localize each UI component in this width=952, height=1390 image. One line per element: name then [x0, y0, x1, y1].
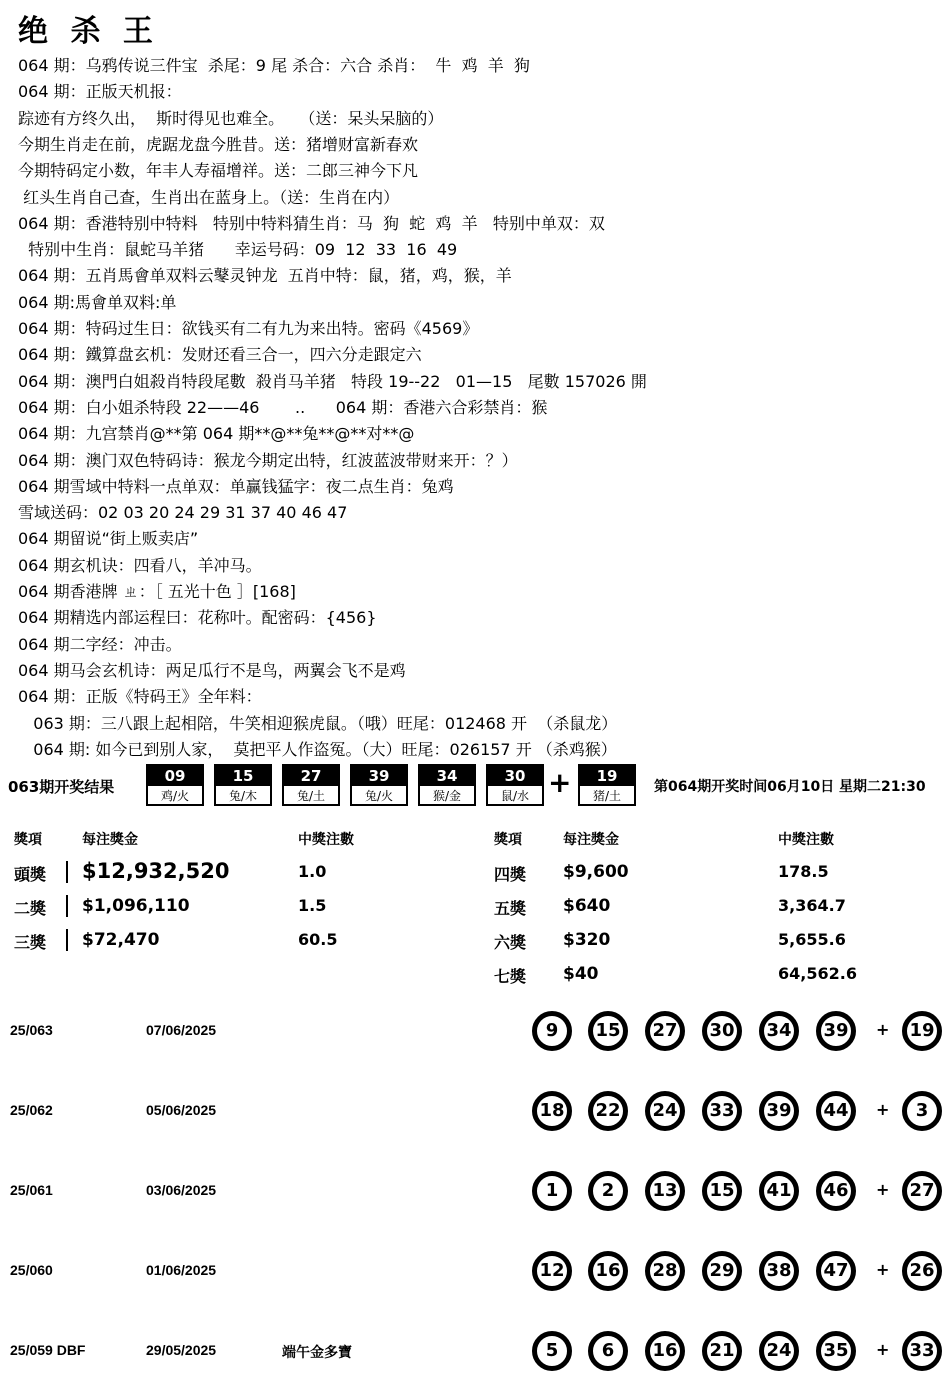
text-line: 064 期：鐵算盘玄机：发财还看三合一，四六分走跟定六 — [18, 345, 422, 365]
winner-count: 3,364.7 — [778, 896, 846, 915]
lottery-ball: 29 — [702, 1251, 742, 1291]
lottery-ball: 13 — [645, 1171, 685, 1211]
text-line: 064 期马会玄机诗：两足瓜行不是鸟，两翼会飞不是鸡 — [18, 660, 406, 680]
draw-ball-number: 19 — [580, 766, 634, 786]
lottery-ball: 24 — [759, 1331, 799, 1371]
draw-ball — [350, 764, 408, 806]
text-line: 064 期: 如今已到别人家， 莫把平人作盗冤。（大）旺尾：026157 开 （杀鸡猴） — [18, 739, 617, 759]
text-line: 064 期香港牌 ㄓ：［ 五光十色 ］[168] — [18, 582, 296, 601]
lottery-ball: 33 — [702, 1091, 742, 1131]
winner-count: 64,562.6 — [778, 964, 857, 983]
draw-number: 25/063 — [10, 1022, 53, 1038]
special-ball: 26 — [902, 1251, 942, 1291]
plus-sign: + — [548, 766, 572, 799]
prize-amount: $40 — [563, 964, 599, 984]
winner-count: 178.5 — [778, 862, 829, 881]
special-ball: 33 — [902, 1331, 942, 1371]
winner-count: 1.5 — [298, 896, 327, 915]
draw-special-ball — [578, 764, 636, 806]
lottery-ball: 30 — [702, 1011, 742, 1051]
divider — [66, 895, 68, 917]
plus-sign: + — [876, 1260, 890, 1279]
winner-count: 5,655.6 — [778, 930, 846, 949]
plus-sign: + — [876, 1100, 890, 1119]
draw-ball-number: 39 — [352, 766, 406, 786]
draw-ball-zodiac: 鸡/火 — [160, 789, 190, 803]
draw-number: 25/060 — [10, 1262, 53, 1278]
draw-date: 01/06/2025 — [146, 1262, 217, 1278]
prize-header: 獎項 — [494, 832, 522, 848]
prize-name: 二獎 — [14, 899, 47, 918]
plus-sign: + — [876, 1340, 890, 1359]
lottery-ball: 27 — [645, 1011, 685, 1051]
prize-name: 三獎 — [14, 933, 47, 952]
lottery-ball: 6 — [588, 1331, 628, 1371]
draw-ball-number: 15 — [216, 766, 270, 786]
prize-amount: $72,470 — [82, 930, 160, 950]
text-line: 今期特码定小数，年丰人寿福增祥。送：二郎三神今下凡 — [18, 161, 419, 181]
draw-date: 03/06/2025 — [146, 1182, 217, 1198]
draw-ball-zodiac: 鼠/水 — [500, 789, 530, 803]
draw-ball-zodiac: 兔/木 — [228, 789, 258, 803]
lottery-ball: 38 — [759, 1251, 799, 1291]
lottery-ball: 39 — [759, 1091, 799, 1131]
prize-header: 每注獎金 — [563, 832, 619, 848]
text-line: 特别中生肖：鼠蛇马羊猪 幸运号码：09 12 33 16 49 — [18, 240, 458, 260]
text-line: 064 期：五肖馬會单双料云鼕灵钟龙 五肖中特：鼠，猪，鸡，猴，羊 — [18, 266, 512, 286]
text-line: 064 期玄机诀：四看八，羊冲马。 — [18, 555, 262, 575]
history-row — [0, 1250, 952, 1310]
winner-count: 1.0 — [298, 862, 327, 881]
lottery-ball: 24 — [645, 1091, 685, 1131]
draw-ball-number: 09 — [148, 766, 202, 786]
next-draw-time: 第064期开奖时间06月10日 星期二21:30 — [654, 779, 926, 795]
history-row — [0, 1090, 952, 1150]
prize-header: 獎項 — [14, 832, 42, 848]
lottery-ball: 16 — [645, 1331, 685, 1371]
lottery-ball: 34 — [759, 1011, 799, 1051]
text-line: 064 期：九宫禁肖@**第 064 期**@**兔**@**对**@ — [18, 424, 415, 444]
draw-number: 25/059 DBF — [10, 1342, 86, 1358]
history-row — [0, 1330, 952, 1390]
draw-date: 29/05/2025 — [146, 1342, 217, 1358]
lottery-ball: 21 — [702, 1331, 742, 1371]
lottery-ball: 5 — [532, 1331, 572, 1371]
text-line: 064 期：香港特别中特料 特别中特料猜生肖：马 狗 蛇 鸡 羊 特别中单双：双 — [18, 213, 605, 233]
text-line: 064 期：正版天机报： — [18, 82, 182, 102]
prize-name: 六獎 — [494, 933, 527, 952]
lottery-ball: 16 — [588, 1251, 628, 1291]
prize-amount: $320 — [563, 930, 611, 950]
history-row — [0, 1170, 952, 1230]
lottery-ball: 15 — [588, 1011, 628, 1051]
lottery-ball: 39 — [816, 1011, 856, 1051]
draw-ball — [214, 764, 272, 806]
plus-sign: + — [876, 1180, 890, 1199]
prize-name: 七獎 — [494, 967, 527, 986]
prize-amount: $640 — [563, 896, 611, 916]
text-line: 064 期二字经：冲击。 — [18, 634, 182, 654]
text-line: 063 期：三八跟上起相陪，牛笑相迎猴虎鼠。（哦）旺尾：012468 开 （杀鼠龙） — [18, 713, 618, 733]
draw-ball-number: 27 — [284, 766, 338, 786]
prize-header: 中獎注數 — [298, 832, 354, 848]
lottery-ball: 18 — [532, 1091, 572, 1131]
lottery-ball: 46 — [816, 1171, 856, 1211]
divider — [66, 861, 68, 883]
draw-date: 07/06/2025 — [146, 1022, 217, 1038]
lottery-ball: 1 — [532, 1171, 572, 1211]
prize-header: 中獎注數 — [778, 832, 834, 848]
prize-amount: $12,932,520 — [82, 859, 230, 883]
text-line: 064 期：澳门双色特码诗：猴龙今期定出特，红波蓝波带财来开：？） — [18, 450, 518, 470]
prize-name: 五獎 — [494, 899, 527, 918]
prize-name: 頭獎 — [14, 865, 47, 884]
draw-ball — [146, 764, 204, 806]
draw-date: 05/06/2025 — [146, 1102, 217, 1118]
draw-note: 端午金多寶 — [282, 1344, 352, 1360]
text-line: 红头生肖自己查，生肖出在蓝身上。（送：生肖在内） — [18, 187, 400, 207]
lottery-ball: 9 — [532, 1011, 572, 1051]
lottery-ball: 2 — [588, 1171, 628, 1211]
divider — [66, 929, 68, 951]
lottery-ball: 44 — [816, 1091, 856, 1131]
prize-header: 每注獎金 — [82, 832, 138, 848]
lottery-ball: 41 — [759, 1171, 799, 1211]
draw-number: 25/061 — [10, 1182, 53, 1198]
draw-ball — [282, 764, 340, 806]
lottery-ball: 28 — [645, 1251, 685, 1291]
draw-ball-zodiac: 兔/土 — [296, 789, 326, 803]
lottery-ball: 22 — [588, 1091, 628, 1131]
draw-ball-zodiac: 猪/土 — [592, 789, 622, 803]
lottery-ball: 47 — [816, 1251, 856, 1291]
text-line: 064 期：澳門白姐殺肖特段尾數 殺肖马羊猪 特段 19--22 01—15 尾數 157026 開 — [18, 371, 647, 391]
draw-ball-number: 30 — [488, 766, 542, 786]
draw-result-bar — [0, 762, 952, 810]
draw-ball — [486, 764, 544, 806]
text-line: 064 期雪域中特料一点单双：单赢钱猛字：夜二点生肖：兔鸡 — [18, 476, 454, 496]
prize-amount: $9,600 — [563, 862, 629, 882]
text-line: 064 期：特码过生日：欲钱买有二有九为来出特。密码《4569》 — [18, 319, 479, 338]
text-line: 064 期：白小姐杀特段 22——46 .. 064 期：香港六合彩禁肖：猴 — [18, 397, 548, 417]
text-line: 064 期精选内部运程曰：花称叶。配密码：{456} — [18, 608, 377, 628]
draw-ball-zodiac: 猴/金 — [432, 789, 462, 803]
draw-ball-number: 34 — [420, 766, 474, 786]
history-row — [0, 1010, 952, 1070]
text-line: 雪域送码：02 03 20 24 29 31 37 40 46 47 — [18, 503, 348, 523]
prize-amount: $1,096,110 — [82, 896, 190, 916]
winner-count: 60.5 — [298, 930, 338, 949]
lottery-ball: 35 — [816, 1331, 856, 1371]
draw-ball — [418, 764, 476, 806]
lottery-ball: 15 — [702, 1171, 742, 1211]
plus-sign: + — [876, 1020, 890, 1039]
draw-result-label: 063期开奖结果 — [8, 778, 115, 796]
text-line: 064 期留说“街上贩卖店” — [18, 529, 199, 549]
special-ball: 3 — [902, 1091, 942, 1131]
text-line: 踪迹有方终久出， 斯时得见也难全。 （送：呆头呆脑的） — [18, 108, 444, 128]
text-line: 今期生肖走在前，虎踞龙盘今胜昔。送：猪增财富新春欢 — [18, 134, 419, 154]
lottery-ball: 12 — [532, 1251, 572, 1291]
special-ball: 19 — [902, 1011, 942, 1051]
special-ball: 27 — [902, 1171, 942, 1211]
draw-ball-zodiac: 兔/火 — [364, 789, 394, 803]
prize-name: 四獎 — [494, 865, 527, 884]
draw-number: 25/062 — [10, 1102, 53, 1118]
text-line: 064 期：正版《特码王》全年料： — [18, 687, 262, 707]
text-line: 064 期:馬會单双料:单 — [18, 292, 177, 312]
text-line: 064 期：乌鸦传说三件宝 杀尾：9 尾 杀合：六合 杀肖： 牛 鸡 羊 狗 — [18, 56, 530, 75]
page-title: 绝 杀 王 — [18, 14, 159, 49]
